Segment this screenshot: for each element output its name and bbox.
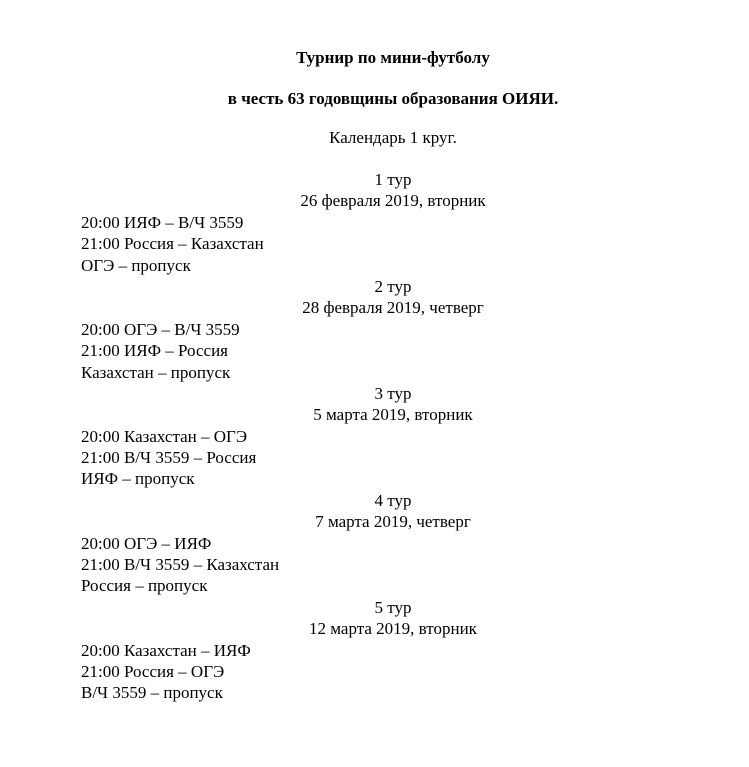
bye-line: ОГЭ – пропуск [81, 255, 191, 275]
rounds-list [81, 169, 705, 704]
match-line: 21:00 ИЯФ – Россия [81, 341, 228, 361]
round-block [81, 276, 705, 383]
match-line: 21:00 Россия – ОГЭ [81, 661, 225, 681]
match-line: 21:00 В/Ч 3559 – Россия [81, 448, 257, 468]
round-block [81, 490, 705, 597]
match-line: 20:00 Казахстан – ОГЭ [81, 426, 248, 446]
bye-line: В/Ч 3559 – пропуск [81, 683, 223, 703]
round-date: 28 февраля 2019, четверг [302, 298, 484, 318]
match-line: 20:00 ОГЭ – ИЯФ [81, 533, 212, 553]
round-number: 4 тур [374, 490, 412, 510]
round-block [81, 383, 705, 490]
round-block [81, 597, 705, 704]
match-line: 20:00 Казахстан – ИЯФ [81, 640, 251, 660]
round-date: 26 февраля 2019, вторник [300, 191, 486, 211]
match-line: 21:00 Россия – Казахстан [81, 234, 264, 254]
round-number: 5 тур [374, 597, 412, 617]
round-date: 5 марта 2019, вторник [313, 405, 473, 425]
bye-line: Россия – пропуск [81, 576, 208, 596]
match-line: 20:00 ОГЭ – В/Ч 3559 [81, 319, 240, 339]
round-date: 12 марта 2019, вторник [309, 619, 477, 639]
round-block [81, 169, 705, 276]
calendar-subtitle: Календарь 1 круг. [329, 128, 457, 147]
round-date: 7 марта 2019, четверг [315, 512, 471, 532]
bye-line: ИЯФ – пропуск [81, 469, 195, 489]
document-title: Турнир по мини-футболу [296, 48, 490, 67]
document-title-line-2: в честь 63 годовщины образования ОИЯИ. [227, 89, 559, 108]
round-number: 3 тур [374, 383, 412, 403]
match-line: 20:00 ИЯФ – В/Ч 3559 [81, 212, 244, 232]
match-line: 21:00 В/Ч 3559 – Казахстан [81, 555, 280, 575]
round-number: 1 тур [374, 170, 412, 189]
bye-line: Казахстан – пропуск [81, 362, 231, 382]
round-number: 2 тур [374, 276, 412, 296]
